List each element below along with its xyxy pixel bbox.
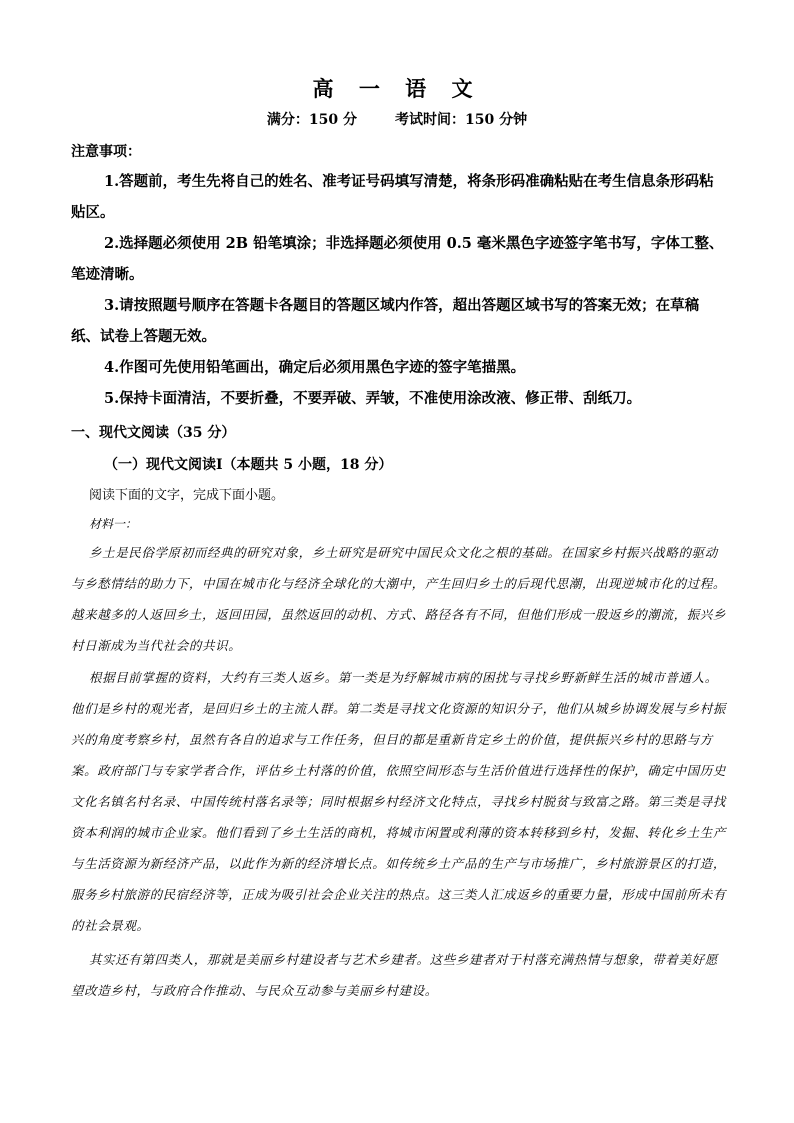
notice-item-1: 1.答题前，考生先将自己的姓名、准考证号码填写清楚，将条形码准确粘贴在考生信息条形码粘贴区。 — [71, 173, 714, 221]
reading-instruction: 阅读下面的文字，完成下面小题。 — [89, 488, 285, 503]
full-score: 满分：150 分 — [266, 112, 357, 128]
exam-info — [0, 109, 794, 129]
section-heading: 一、现代文阅读（35 分） — [71, 425, 236, 441]
material-paragraph-2: 根据目前掌握的资料，大约有三类人返乡。第一类是为纾解城市病的困扰与寻找乡野新鲜生活的城市普通人。他们是乡村的观光者，是回归乡土的主流人群。第二类是寻找文化资源的知识分子，他们从城乡协调发展与乡村振兴的角度考察乡村，虽然有各自的追求与工作任务，但目的都是重新肯定乡土的价值，提供振兴乡村的思路与方案。政府部门与专家学者合作，评估乡土村落的价值，依照空间形态与生活价值进行选择性的保护，确定中国历史文化名镇名村名录、中国传统村落名录等；同时根据乡村经济文化特点，寻找乡村脱贫与致富之路。第三类是寻找资本利润的城市企业家。他们看到了乡土生活的商机，将城市闲置或利薄的资本转移到乡村，发掘、转化乡土生产与生活资源为新经济产品，以此作为新的经济增长点。如传统乡土产品的生产与市场推广，乡村旅游景区的打造，服务乡村旅游的民宿经济等，正成为吸引社会企业关注的热点。这三类人汇成返乡的重要力量，形成中国前所未有的社会景观。 — [71, 670, 727, 933]
notice-item-5: 5.保持卡面清洁，不要折叠，不要弄破、弄皱，不准使用涂改液、修正带、刮纸刀。 — [104, 390, 642, 407]
subsection-heading: （一）现代文阅读Ⅰ（本题共 5 小题，18 分） — [104, 457, 393, 473]
material-paragraph-1: 乡土是民俗学原初而经典的研究对象，乡土研究是研究中国民众文化之根的基础。在国家乡村振兴战略的驱动与乡愁情结的助力下，中国在城市化与经济全球化的大潮中，产生回归乡土的后现代思潮，出现逆城市化的过程。越来越多的人返回乡土，返回田园，虽然返回的动机、方式、路径各有不同，但他们形成一股返乡的潮流，振兴乡村日渐成为当代社会的共识。 — [71, 545, 727, 653]
notice-item-3: 3.请按照题号顺序在答题卡各题目的答题区域内作答，超出答题区域书写的答案无效；在草稿纸、试卷上答题无效。 — [71, 297, 700, 345]
exam-time: 考试时间：150 分钟 — [395, 112, 528, 128]
material-label: 材料一： — [89, 517, 138, 531]
notice-item-4: 4.作图可先使用铅笔画出，确定后必须用黑色字迹的签字笔描黑。 — [104, 359, 526, 376]
notice-heading: 注意事项： — [71, 144, 141, 160]
material-paragraph-3: 其实还有第四类人，那就是美丽乡村建设者与艺术乡建者。这些乡建者对于村落充满热情与想象，带着美好愿望改造乡村，与政府合作推动、与民众互动参与美丽乡村建设。 — [71, 952, 718, 998]
notice-item-2: 2.选择题必须使用 2B 铅笔填涂；非选择题必须使用 0.5 毫米黑色字迹签字笔书写，字体工整、笔迹清晰。 — [71, 235, 724, 283]
page-title: 高 一 语 文 — [312, 76, 482, 101]
